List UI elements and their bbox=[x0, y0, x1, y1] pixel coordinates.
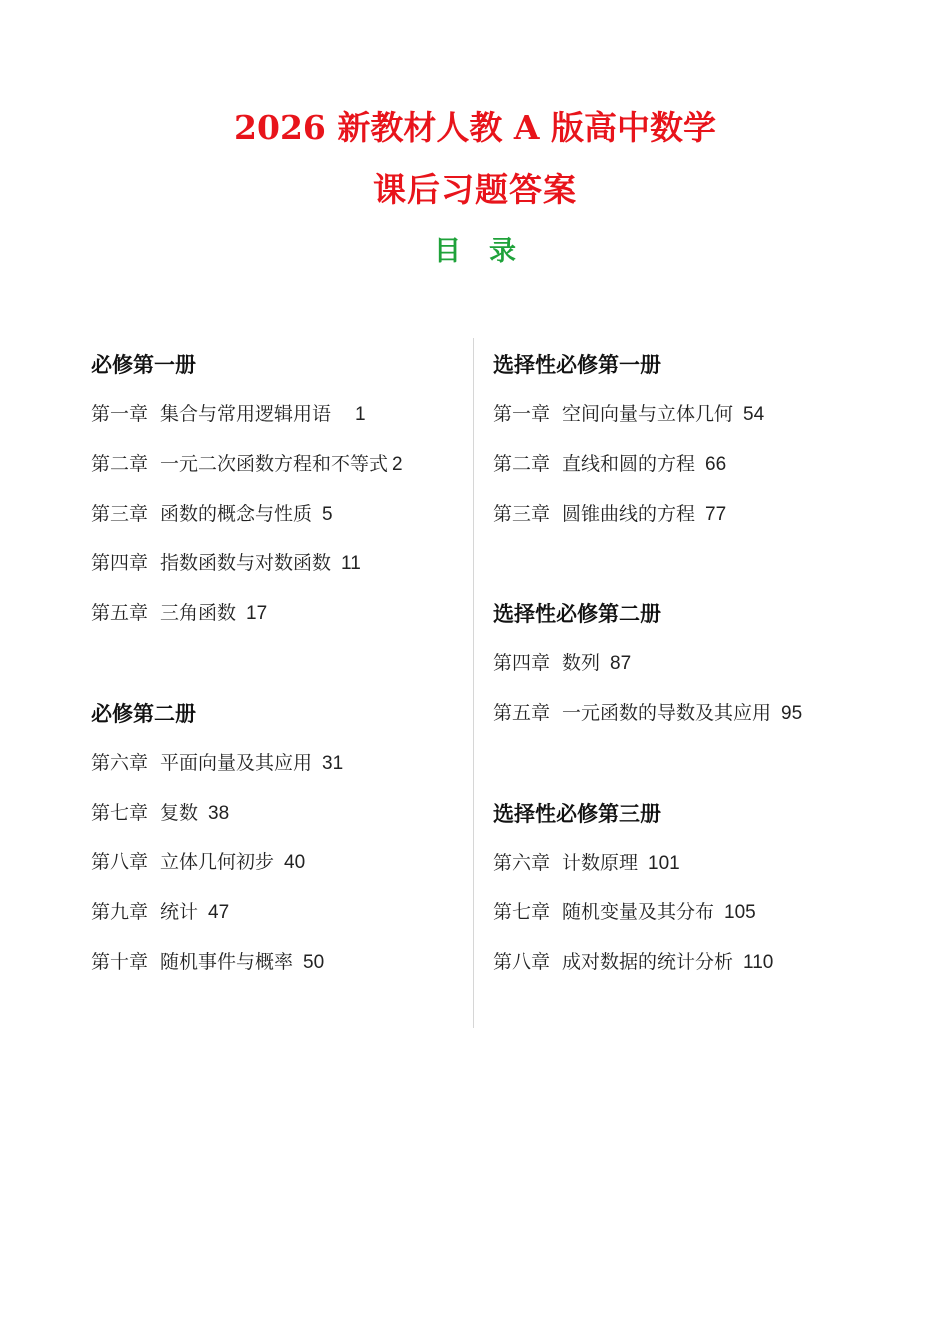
volume-title: 必修第一册 bbox=[91, 353, 196, 377]
chapter-number: 第九章 bbox=[91, 901, 149, 924]
volume-section bbox=[493, 340, 913, 539]
chapter-entry[interactable] bbox=[91, 589, 461, 639]
chapter-name: 成对数据的统计分析 bbox=[562, 951, 734, 974]
chapter-page: 2 bbox=[392, 453, 403, 475]
chapter-entry[interactable] bbox=[91, 390, 461, 440]
chapter-entry[interactable] bbox=[493, 839, 913, 889]
chapter-entry[interactable] bbox=[493, 888, 913, 938]
chapter-name: 空间向量与立体几何 bbox=[562, 403, 734, 425]
chapter-page: 38 bbox=[208, 802, 230, 824]
chapter-entry[interactable] bbox=[493, 639, 913, 689]
chapter-page: 101 bbox=[648, 852, 680, 874]
chapter-number: 第八章 bbox=[493, 951, 551, 974]
chapter-name: 一元二次函数方程和不等式 bbox=[160, 452, 389, 475]
chapter-page: 95 bbox=[781, 702, 803, 724]
chapter-number: 第二章 bbox=[91, 452, 149, 475]
chapter-number: 第四章 bbox=[91, 552, 149, 575]
chapter-name: 随机变量及其分布 bbox=[562, 901, 715, 924]
chapter-entry[interactable] bbox=[91, 789, 461, 839]
chapter-number: 第一章 bbox=[493, 403, 551, 425]
chapter-name: 一元函数的导数及其应用 bbox=[562, 701, 772, 724]
chapter-page: 17 bbox=[246, 603, 268, 625]
chapter-name: 集合与常用逻辑用语 bbox=[160, 403, 332, 425]
chapter-number: 第三章 bbox=[493, 502, 551, 525]
volume-section bbox=[91, 340, 461, 639]
chapter-number: 第八章 bbox=[91, 851, 149, 874]
document-title: 2026 新教材人教 A 版高中数学 bbox=[234, 108, 716, 147]
chapter-name: 函数的概念与性质 bbox=[160, 502, 313, 525]
chapter-name: 立体几何初步 bbox=[160, 851, 275, 874]
chapter-page: 110 bbox=[743, 952, 774, 974]
chapter-number: 第五章 bbox=[493, 701, 551, 724]
chapter-number: 第五章 bbox=[91, 602, 149, 625]
chapter-page: 105 bbox=[724, 902, 756, 924]
chapter-page: 1 bbox=[355, 404, 366, 425]
volume-title: 选择性必修第一册 bbox=[493, 353, 661, 377]
spacer bbox=[493, 739, 913, 789]
chapter-entry[interactable] bbox=[493, 440, 913, 490]
volume-title: 选择性必修第三册 bbox=[493, 801, 661, 826]
chapter-name: 随机事件与概率 bbox=[160, 950, 294, 973]
volume-title: 选择性必修第二册 bbox=[493, 602, 661, 627]
toc-heading: 目录 bbox=[434, 236, 544, 267]
chapter-number: 第七章 bbox=[91, 801, 149, 824]
chapter-page: 54 bbox=[743, 404, 765, 425]
volume-section bbox=[493, 589, 913, 739]
chapter-entry[interactable] bbox=[91, 888, 461, 938]
chapter-number: 第十章 bbox=[91, 950, 149, 973]
chapter-page: 77 bbox=[705, 503, 727, 525]
chapter-number: 第六章 bbox=[91, 751, 149, 774]
volume-section bbox=[91, 689, 461, 988]
chapter-name: 直线和圆的方程 bbox=[562, 452, 696, 475]
chapter-name: 计数原理 bbox=[562, 851, 639, 874]
column-divider bbox=[473, 338, 474, 1028]
chapter-page: 87 bbox=[610, 653, 632, 675]
chapter-entry[interactable] bbox=[493, 938, 913, 988]
chapter-number: 第七章 bbox=[493, 901, 551, 924]
chapter-page: 50 bbox=[303, 951, 325, 973]
volume-section bbox=[493, 789, 913, 988]
chapter-page: 31 bbox=[322, 752, 344, 774]
chapter-entry[interactable] bbox=[91, 539, 461, 589]
chapter-entry[interactable] bbox=[91, 739, 461, 789]
chapter-number: 第三章 bbox=[91, 502, 149, 525]
chapter-name: 指数函数与对数函数 bbox=[160, 552, 332, 575]
volume-title: 必修第二册 bbox=[91, 701, 196, 726]
chapter-number: 第四章 bbox=[493, 652, 551, 675]
chapter-name: 复数 bbox=[160, 801, 199, 824]
chapter-entry[interactable] bbox=[91, 938, 461, 988]
chapter-number: 第二章 bbox=[493, 452, 551, 475]
toc-right-column bbox=[493, 340, 913, 988]
chapter-entry[interactable] bbox=[493, 689, 913, 739]
chapter-page: 5 bbox=[322, 503, 333, 525]
spacer bbox=[493, 539, 913, 589]
chapter-number: 第六章 bbox=[493, 851, 551, 874]
chapter-entry[interactable] bbox=[493, 390, 913, 440]
chapter-name: 圆锥曲线的方程 bbox=[562, 502, 696, 525]
chapter-page: 47 bbox=[208, 902, 230, 924]
chapter-entry[interactable] bbox=[493, 490, 913, 540]
chapter-page: 40 bbox=[284, 852, 306, 874]
chapter-name: 三角函数 bbox=[160, 602, 237, 625]
chapter-entry[interactable] bbox=[91, 440, 461, 490]
chapter-entry[interactable] bbox=[91, 490, 461, 540]
document-subtitle: 课后习题答案 bbox=[373, 170, 577, 209]
chapter-page: 66 bbox=[705, 453, 727, 475]
chapter-number: 第一章 bbox=[91, 403, 149, 425]
chapter-name: 统计 bbox=[160, 901, 199, 924]
chapter-entry[interactable] bbox=[91, 838, 461, 888]
chapter-page: 11 bbox=[341, 553, 361, 575]
toc-left-column bbox=[91, 340, 461, 988]
chapter-name: 平面向量及其应用 bbox=[160, 751, 313, 774]
spacer bbox=[91, 639, 461, 689]
chapter-name: 数列 bbox=[562, 652, 601, 675]
